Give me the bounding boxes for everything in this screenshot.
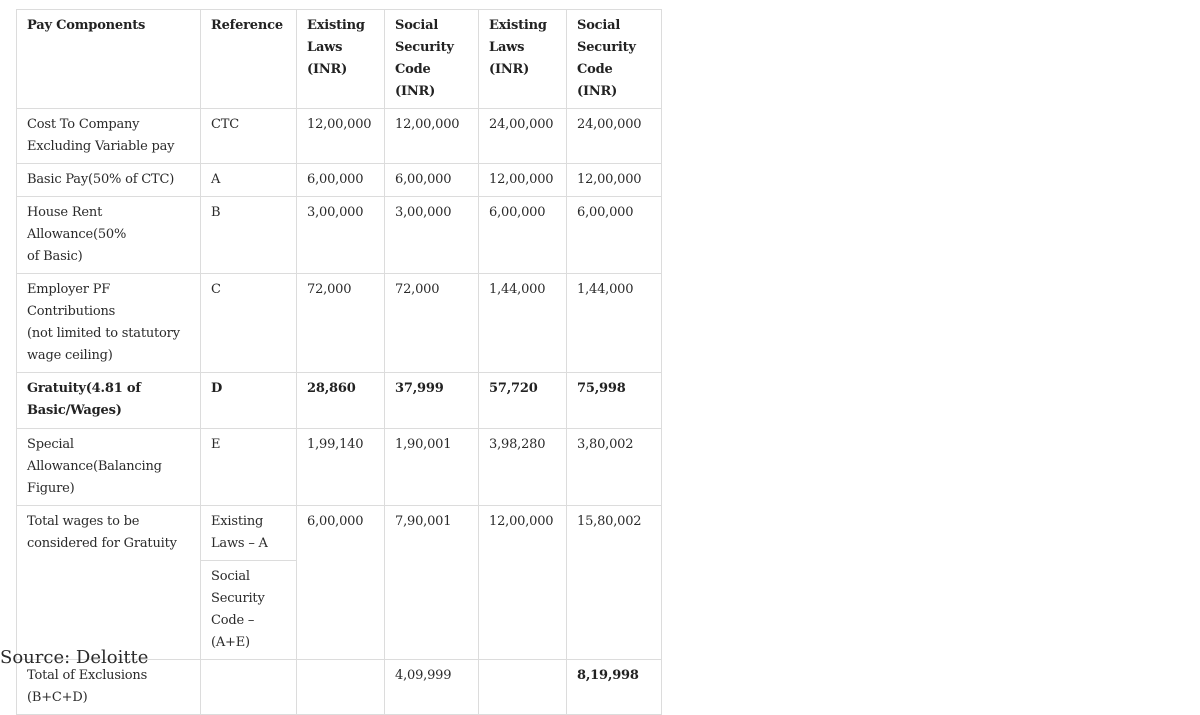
table-row xyxy=(17,164,662,197)
table-cell: 3,98,280 xyxy=(479,429,567,506)
table-row xyxy=(17,274,662,373)
table-cell: 75,998 xyxy=(567,373,662,429)
source-caption: Source: Deloitte xyxy=(0,647,149,668)
header-cell: Existing Laws (INR) xyxy=(297,10,385,109)
row-reference: A xyxy=(201,164,297,197)
table-cell xyxy=(297,660,385,715)
table-cell: 6,00,000 xyxy=(567,197,662,274)
table-cell: 28,860 xyxy=(297,373,385,429)
table-cell: 15,80,002 xyxy=(567,506,662,660)
table-cell: 1,90,001 xyxy=(385,429,479,506)
header-cell: Social Security Code (INR) xyxy=(567,10,662,109)
row-reference: Social Security Code – (A+E) xyxy=(201,561,297,660)
row-label: House Rent Allowance(50% of Basic) xyxy=(17,197,201,274)
table-cell: 6,00,000 xyxy=(297,506,385,660)
table-cell: 6,00,000 xyxy=(385,164,479,197)
row-reference: Existing Laws – A xyxy=(201,506,297,561)
table-cell: 4,09,999 xyxy=(385,660,479,715)
table-cell: 3,00,000 xyxy=(385,197,479,274)
table-cell: 7,90,001 xyxy=(385,506,479,660)
row-reference: E xyxy=(201,429,297,506)
table-row xyxy=(17,373,662,429)
row-label: Cost To Company Excluding Variable pay xyxy=(17,109,201,164)
row-reference: C xyxy=(201,274,297,373)
row-label: Basic Pay(50% of CTC) xyxy=(17,164,201,197)
table-cell: 1,99,140 xyxy=(297,429,385,506)
table-cell: 12,00,000 xyxy=(385,109,479,164)
table-row xyxy=(17,506,662,561)
row-label: Gratuity(4.81 of Basic/Wages) xyxy=(17,373,201,429)
table-cell: 37,999 xyxy=(385,373,479,429)
table-cell: 57,720 xyxy=(479,373,567,429)
row-reference xyxy=(201,660,297,715)
table-cell: 1,44,000 xyxy=(479,274,567,373)
table-cell: 12,00,000 xyxy=(567,164,662,197)
table-cell: 24,00,000 xyxy=(567,109,662,164)
table-cell: 72,000 xyxy=(385,274,479,373)
table-cell xyxy=(479,660,567,715)
table-cell: 6,00,000 xyxy=(297,164,385,197)
table-cell: 3,00,000 xyxy=(297,197,385,274)
header-cell: Existing Laws (INR) xyxy=(479,10,567,109)
table-row xyxy=(17,429,662,506)
table-cell: 72,000 xyxy=(297,274,385,373)
table-cell: 24,00,000 xyxy=(479,109,567,164)
row-label: Total of Exclusions (B+C+D) xyxy=(17,660,201,715)
table-cell: 12,00,000 xyxy=(479,164,567,197)
table-cell: 3,80,002 xyxy=(567,429,662,506)
header-cell: Reference xyxy=(201,10,297,109)
row-reference: B xyxy=(201,197,297,274)
table-cell: 12,00,000 xyxy=(479,506,567,660)
table-cell: 12,00,000 xyxy=(297,109,385,164)
table-header-row xyxy=(17,10,662,109)
row-label: Total wages to be considered for Gratuity xyxy=(17,506,201,660)
salary-comparison-table xyxy=(16,9,662,715)
row-reference: CTC xyxy=(201,109,297,164)
header-cell: Pay Components xyxy=(17,10,201,109)
header-cell: Social Security Code (INR) xyxy=(385,10,479,109)
table-cell: 6,00,000 xyxy=(479,197,567,274)
row-reference: D xyxy=(201,373,297,429)
row-label: Employer PF Contributions (not limited to statutory wage ceiling) xyxy=(17,274,201,373)
row-label: Special Allowance(Balancing Figure) xyxy=(17,429,201,506)
table-cell: 1,44,000 xyxy=(567,274,662,373)
table-row xyxy=(17,109,662,164)
table-row xyxy=(17,197,662,274)
table-cell: 8,19,998 xyxy=(567,660,662,715)
